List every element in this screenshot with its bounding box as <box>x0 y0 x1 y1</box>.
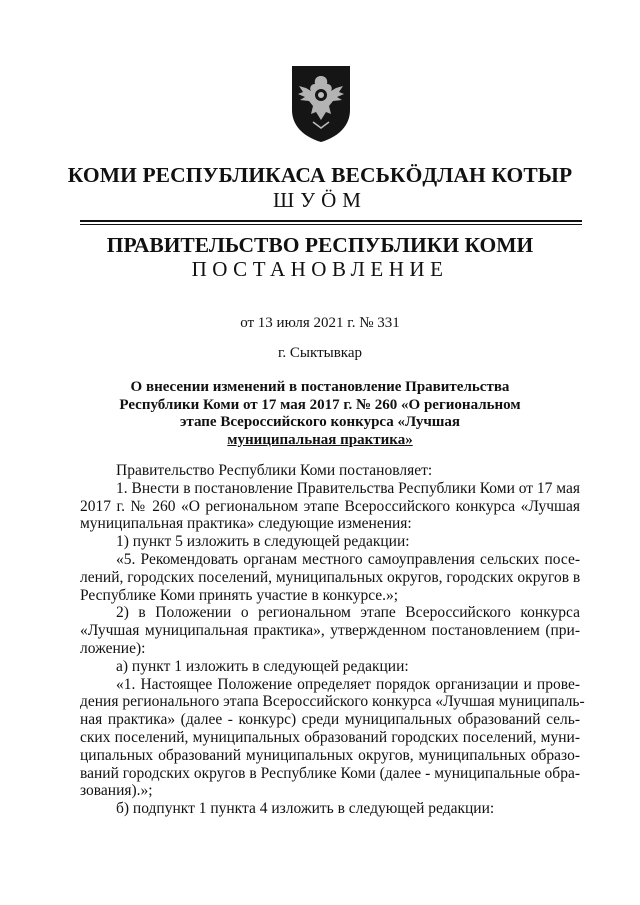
body-text-line: Республике Коми принять участие в конкурсе.»; <box>80 586 399 604</box>
body-text-line: дения регионального этапа Всероссийского конкурса «Лучшая муниципаль- <box>80 693 585 711</box>
body-text-line: ципальных образований муниципальных округов, муниципальных образо- <box>80 746 580 764</box>
body-text-line: 1) пункт 5 изложить в следующей редакции: <box>116 533 410 551</box>
decree-label: ПОСТАНОВЛЕНИЕ <box>191 257 449 281</box>
body-text-line: 2) в Положении о региональном этапе Всероссийского конкурса <box>116 604 580 622</box>
komi-decree-label: ШУӦМ <box>273 188 367 212</box>
government-title: ПРАВИТЕЛЬСТВО РЕСПУБЛИКИ КОМИ <box>106 233 534 257</box>
body-text-line: «5. Рекомендовать органам местного самоуправления сельских посе- <box>116 550 580 568</box>
decree-title <box>100 379 540 449</box>
body-text-line: лений, городских поселений, муниципальных округов, городских округов в <box>80 568 581 586</box>
body-text-line: а) пункт 1 изложить в следующей редакции: <box>116 657 409 675</box>
body-text-line: муниципальная практика» следующие изменения: <box>80 515 412 533</box>
body-text-line: ских поселений, муниципальных образований городских поселений, муни- <box>80 728 580 746</box>
header-divider-thick <box>80 220 582 222</box>
decree-title-line: этапе Всероссийского конкурса «Лучшая <box>179 414 461 430</box>
body-text-line: ложение): <box>80 639 146 657</box>
decree-city: г. Сыктывкар <box>277 345 363 361</box>
decree-title-line: Республики Коми от 17 мая 2017 г. № 260 «О региональном <box>119 396 521 413</box>
decree-date-number: от 13 июля 2021 г. № 331 <box>240 315 400 331</box>
decree-title-line: О внесении изменений в постановление Правительства <box>130 379 510 395</box>
komi-government-title: КОМИ РЕСПУБЛИКАСА ВЕСЬКӦДЛАН КОТЫР <box>67 163 573 187</box>
body-text-line: б) подпункт 1 пункта 4 изложить в следующей редакции: <box>116 800 495 818</box>
body-text-line: Правительство Республики Коми постановляет: <box>116 462 433 479</box>
body-text-line: ваний городских округов в Республике Коми (далее - муниципальные обра- <box>80 764 580 782</box>
body-text-line: ная практика» (далее - конкурс) среди муниципальных образований сель- <box>80 711 580 729</box>
body-text-line: «Лучшая муниципальная практика», утвержденном постановлением (при- <box>80 622 580 640</box>
decree-body <box>80 462 585 818</box>
body-text-line: 1. Внести в постановление Правительства Республики Коми от 17 мая <box>116 479 581 497</box>
decree-title-line: муниципальная практика» <box>227 431 413 448</box>
body-text-line: 2017 г. № 260 «О региональном этапе Всероссийского конкурса «Лучшая <box>80 497 580 515</box>
komi-coat-of-arms-icon <box>289 62 353 144</box>
header-divider-thin <box>80 224 582 225</box>
body-text-line: зования).»; <box>80 782 153 800</box>
body-text-line: «1. Настоящее Положение определяет порядок организации и прове- <box>116 675 580 693</box>
